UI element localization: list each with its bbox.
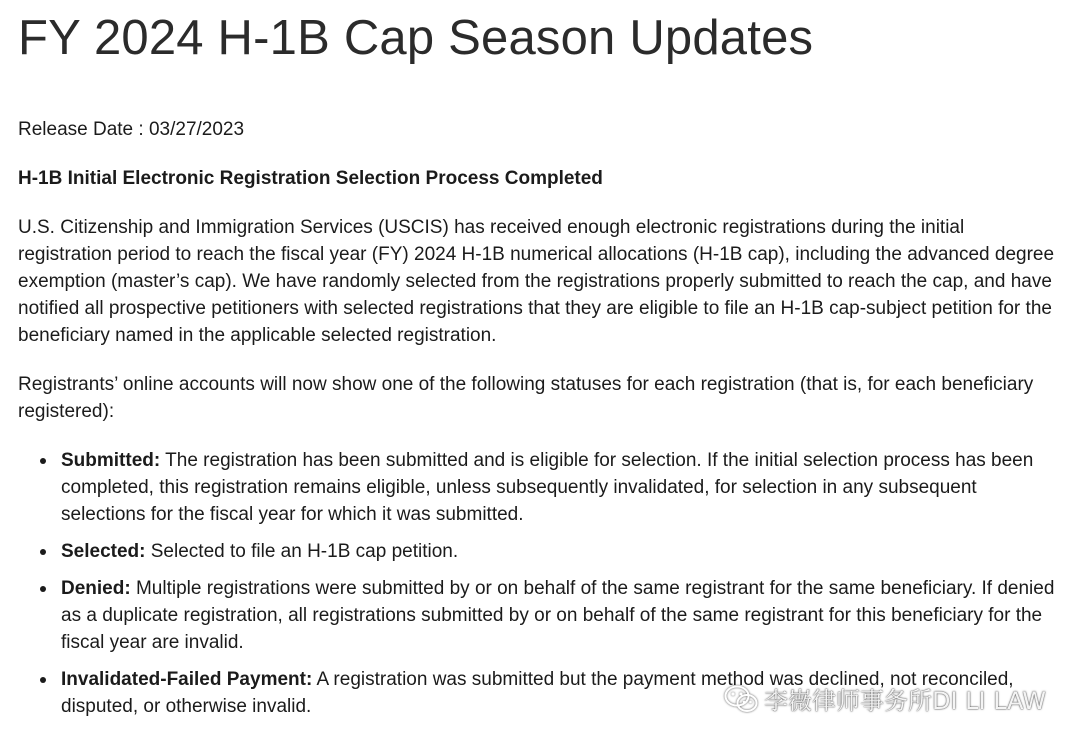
status-item-selected — [18, 538, 1063, 565]
intro-paragraph: U.S. Citizenship and Immigration Services (USCIS) has received enough electronic registrations during the initial registration period to reach the fiscal year (FY) 2024 H-1B numerical allocations (H-1B cap), including the advanced degree exemption (master’s cap). We have randomly selected from the registrations properly submitted to reach the cap, and have notified all prospective petitioners with selected registrations that they are eligible to file an H-1B cap-subject petition for the beneficiary named in the applicable selected registration. — [18, 217, 1055, 346]
status-description: The registration has been submitted and is eligible for selection. If the initial selection process has been completed, this registration remains eligible, unless subsequently invalidated, for selection in any subsequent selections for the fiscal year for which it was submitted. — [61, 450, 1034, 525]
status-term: Invalidated-Failed Payment: — [61, 669, 313, 690]
release-date-value: 03/27/2023 — [148, 119, 245, 140]
section-heading: H-1B Initial Electronic Registration Selection Process Completed — [18, 168, 603, 189]
status-term: Selected: — [61, 541, 146, 562]
status-description: Selected to file an H-1B cap petition. — [145, 541, 459, 562]
bullet-icon — [40, 458, 46, 464]
statuses-intro-paragraph: Registrants’ online accounts will now show one of the following statuses for each registration (that is, for each beneficiary registered): — [18, 374, 1034, 422]
status-description: Multiple registrations were submitted by or on behalf of the same registrant for the same beneficiary. If denied as a duplicate registration, all registrations submitted by or on behalf of the same registrant for this beneficiary for the fiscal year are invalid. — [61, 578, 1055, 653]
bullet-icon — [40, 677, 46, 683]
status-item-submitted — [18, 447, 1063, 528]
release-date-line — [18, 117, 244, 143]
watermark — [724, 681, 1046, 716]
release-date-label: Release Date : — [18, 119, 144, 140]
wechat-icon — [724, 685, 758, 713]
watermark-text: 李嶶律师事务所DI LI LAW — [763, 687, 1046, 715]
status-item-denied — [18, 575, 1063, 656]
status-term: Denied: — [61, 578, 131, 599]
bullet-icon — [40, 586, 46, 592]
bullet-icon — [40, 549, 46, 555]
page-title: FY 2024 H-1B Cap Season Updates — [18, 11, 814, 65]
status-description: A registration was submitted but the payment method was declined, not reconciled, disputed, or otherwise invalid. — [61, 669, 1014, 717]
status-term: Submitted: — [61, 450, 161, 471]
